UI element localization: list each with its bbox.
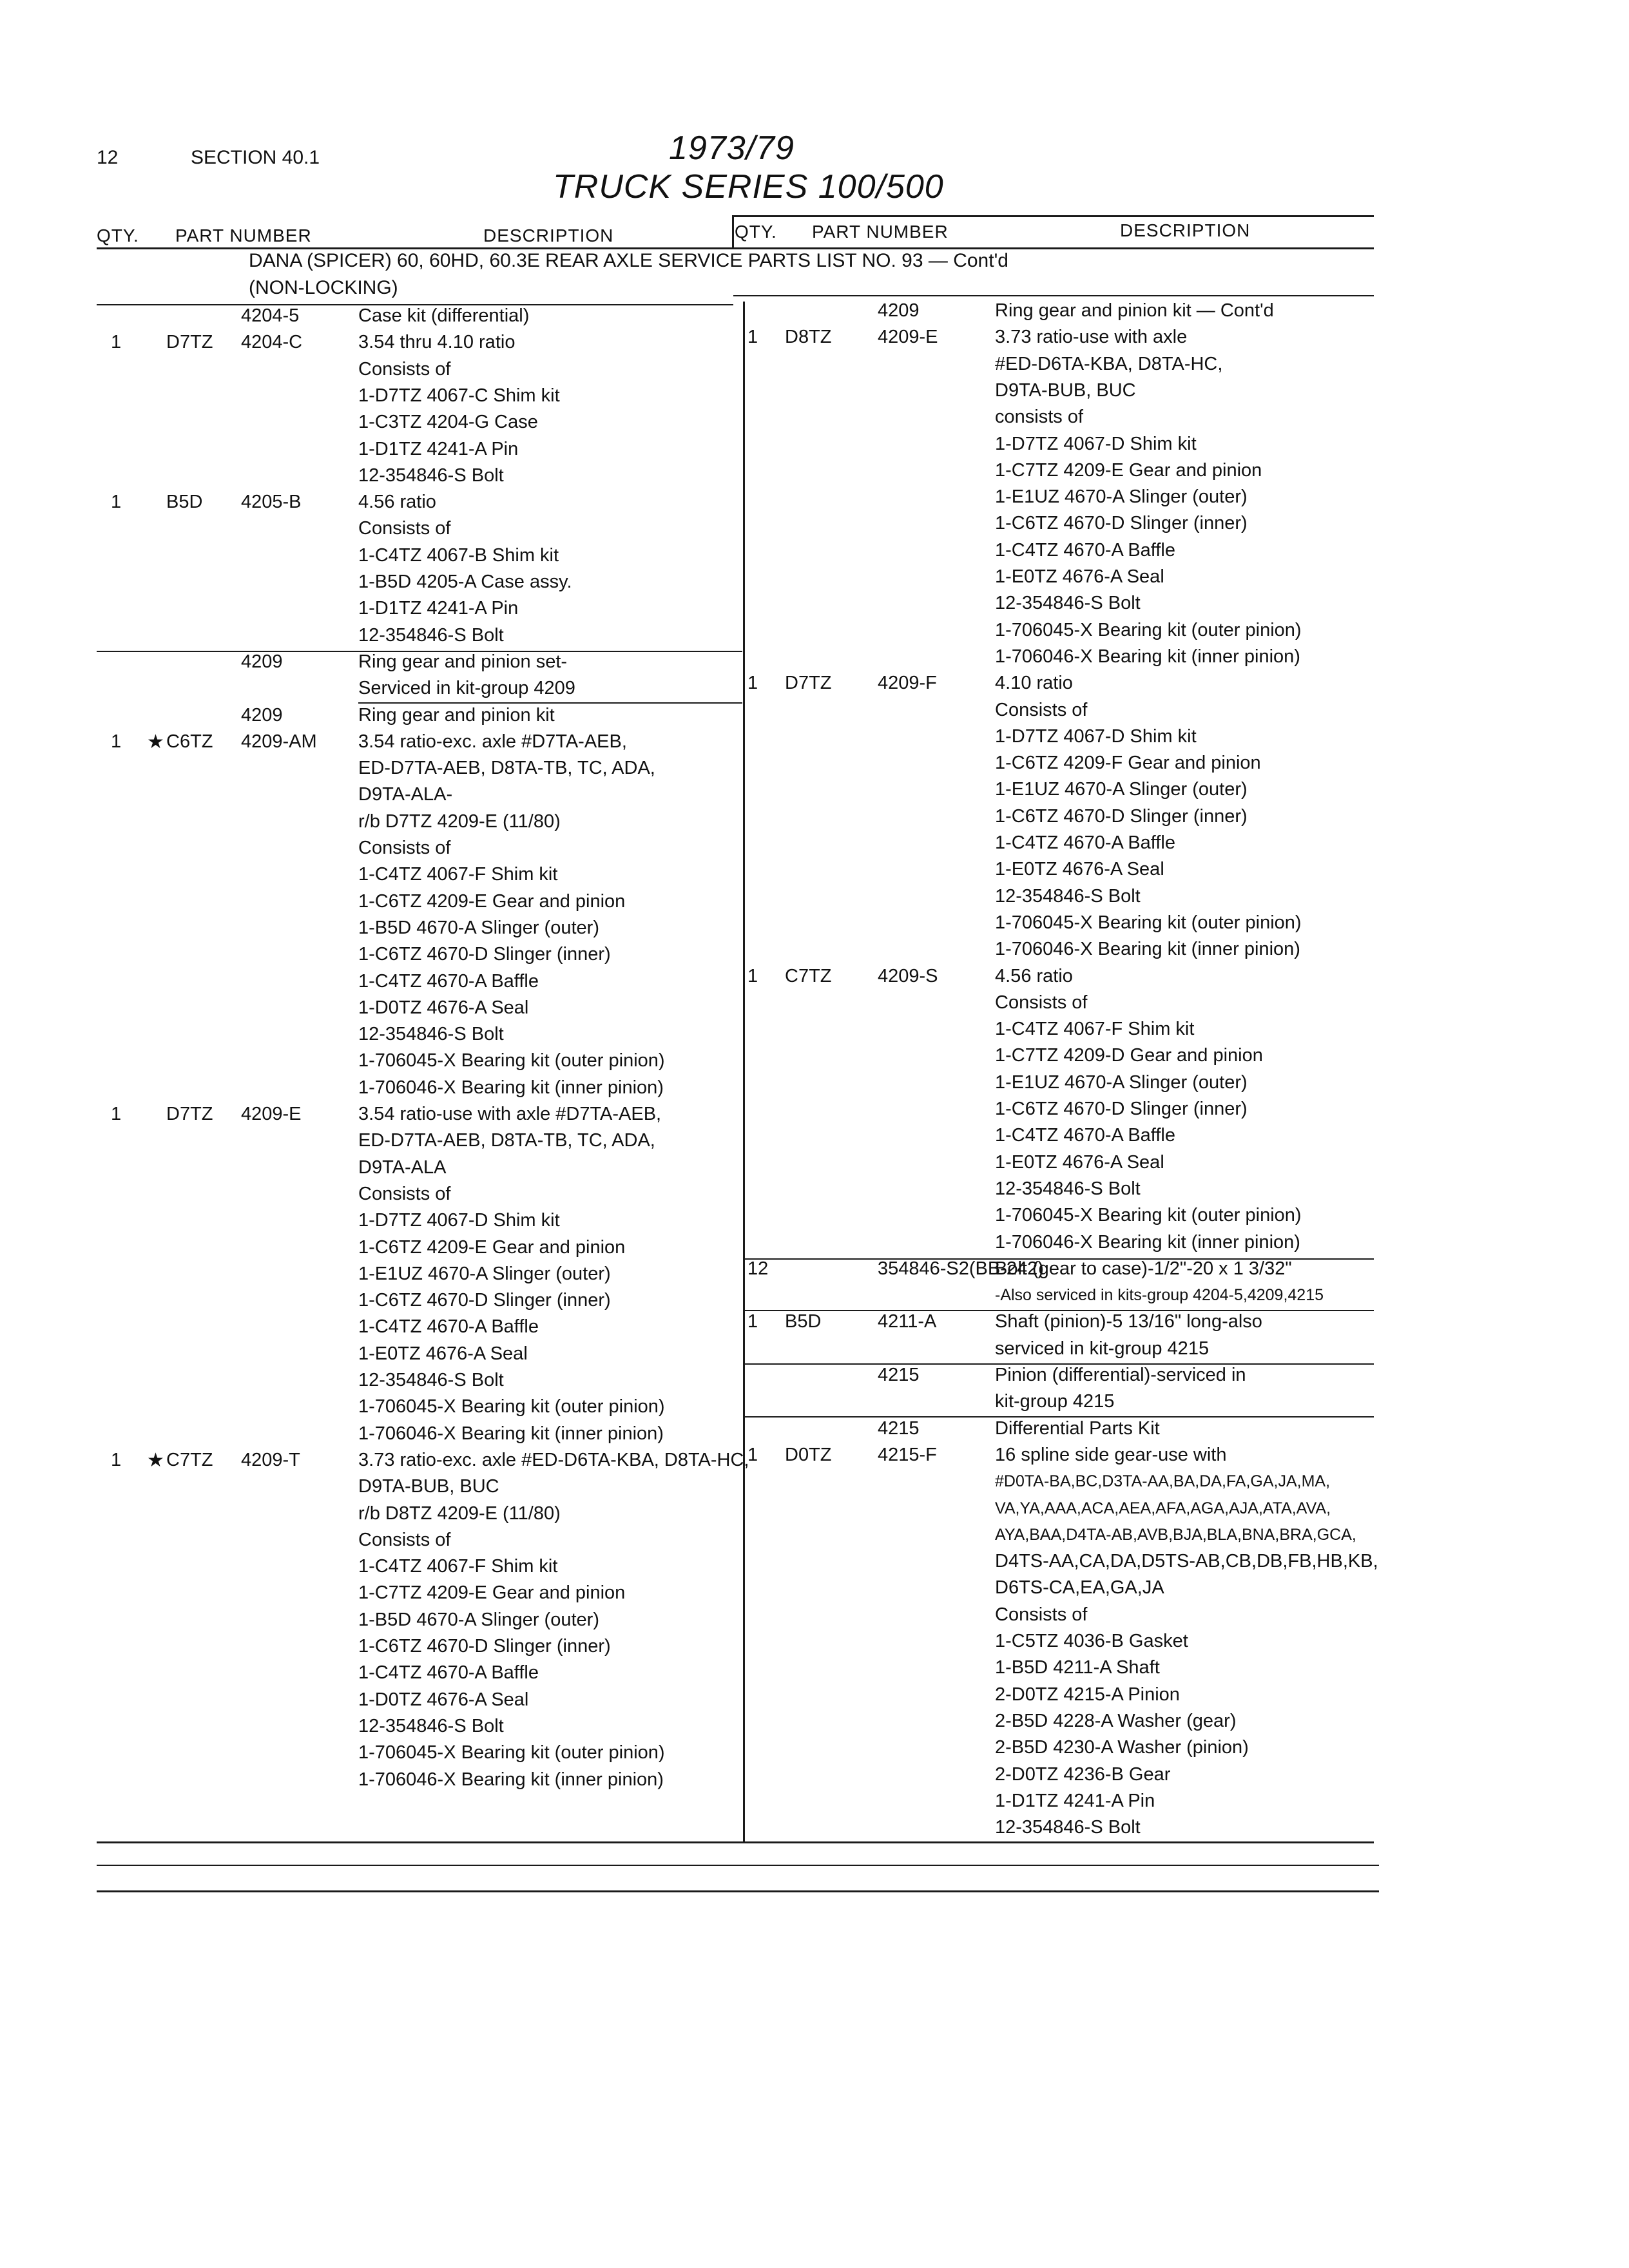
footer-rule-3 xyxy=(97,1890,1379,1892)
qty-cell: 1 xyxy=(747,1311,758,1332)
description-cell: 1-706046-X Bearing kit (inner pinion) xyxy=(995,939,1300,960)
description-cell: 1-C6TZ 4209-E Gear and pinion xyxy=(358,890,626,912)
parts-row xyxy=(0,484,1373,510)
description-cell: 16 spline side gear-use with xyxy=(995,1444,1227,1465)
description-cell: 1-E1UZ 4670-A Slinger (outer) xyxy=(995,1072,1248,1093)
description-cell: 1-D1TZ 4241-A Pin xyxy=(358,598,519,619)
parts-row xyxy=(0,724,1373,750)
description-cell: serviced in kit-group 4215 xyxy=(995,1338,1210,1359)
description-cell: 1-C4TZ 4670-A Baffle xyxy=(995,539,1175,561)
description-cell: Consists of xyxy=(995,1604,1088,1625)
title-years: 1973/79 xyxy=(669,130,795,167)
qty-cell: 1 xyxy=(111,1449,122,1470)
parts-row xyxy=(0,1282,1373,1309)
description-cell: 1-706046-X Bearing kit (inner pinion) xyxy=(358,1077,664,1098)
part-basic-cell: 4204-5 xyxy=(241,305,300,326)
description-cell: 1-D0TZ 4676-A Seal xyxy=(358,1689,529,1710)
parts-row xyxy=(0,298,1373,324)
description-cell: r/b D8TZ 4209-E (11/80) xyxy=(358,1503,561,1524)
parts-row xyxy=(0,1309,1373,1335)
header-rule xyxy=(97,247,1374,249)
description-cell: #ED-D6TA-KBA, D8TA-HC, xyxy=(995,353,1223,374)
description-cell: 1-B5D 4670-A Slinger (outer) xyxy=(358,917,599,938)
parts-row xyxy=(0,378,1373,404)
parts-row xyxy=(0,963,1373,990)
description-cell: #D0TA-BA,BC,D3TA-AA,BA,DA,FA,GA,JA,MA, xyxy=(995,1472,1331,1491)
description-cell: D9TA-BUB, BUC xyxy=(358,1476,499,1497)
description-cell: Differential Parts Kit xyxy=(995,1418,1160,1439)
description-cell: 1-E0TZ 4676-A Seal xyxy=(995,1151,1164,1173)
description-cell: 1-D7TZ 4067-D Shim kit xyxy=(995,726,1197,747)
description-cell: 1-706045-X Bearing kit (outer pinion) xyxy=(358,1742,665,1763)
parts-row xyxy=(0,1416,1373,1442)
part-prefix-cell: B5D xyxy=(785,1311,822,1332)
col-qty-left: QTY. xyxy=(97,226,139,245)
description-cell: 12-354846-S Bolt xyxy=(358,624,504,646)
description-cell: 1-C4TZ 4670-A Baffle xyxy=(358,1662,539,1684)
part-basic-cell: 4209 xyxy=(241,704,283,726)
qty-cell: 1 xyxy=(747,1444,758,1465)
description-cell: 1-E1UZ 4670-A Slinger (outer) xyxy=(358,1263,611,1284)
star-icon: ★ xyxy=(147,731,164,753)
description-cell: 4.10 ratio xyxy=(995,673,1073,694)
parts-list-heading-sub: (NON-LOCKING) xyxy=(249,277,398,298)
description-cell: 1-706045-X Bearing kit (outer pinion) xyxy=(995,1205,1302,1226)
part-basic-cell: 4209-E xyxy=(241,1104,302,1124)
parts-row xyxy=(0,1655,1373,1681)
description-cell: 1-C4TZ 4067-B Shim kit xyxy=(358,544,559,566)
description-cell: D6TS-CA,EA,GA,JA xyxy=(995,1577,1164,1599)
description-cell: 1-706046-X Bearing kit (inner pinion) xyxy=(358,1769,664,1790)
description-cell: 12-354846-S Bolt xyxy=(358,1024,504,1045)
part-prefix-cell: D7TZ xyxy=(166,332,213,353)
parts-row xyxy=(0,830,1373,856)
parts-row xyxy=(0,1814,1373,1841)
parts-row xyxy=(0,537,1373,564)
part-basic-cell: 4209-E xyxy=(878,327,938,348)
part-basic-cell: 4205-B xyxy=(241,492,302,513)
description-cell: 3.54 thru 4.10 ratio xyxy=(358,332,516,353)
description-cell: AYA,BAA,D4TA-AB,AVB,BJA,BLA,BNA,BRA,GCA, xyxy=(995,1525,1356,1544)
parts-row xyxy=(0,1176,1373,1202)
description-cell: 1-C6TZ 4670-D Slinger (inner) xyxy=(995,1099,1248,1119)
description-cell: Shaft (pinion)-5 13/16" long-also xyxy=(995,1311,1262,1332)
description-cell: 1-D7TZ 4067-C Shim kit xyxy=(358,385,560,406)
description-cell: Consists of xyxy=(995,992,1088,1013)
part-basic-cell: 354846-S2(BB-242) xyxy=(878,1258,1044,1279)
description-cell: 1-E0TZ 4676-A Seal xyxy=(995,566,1164,587)
parts-row xyxy=(0,1149,1373,1176)
parts-row xyxy=(0,1548,1378,1575)
parts-row xyxy=(0,883,1373,910)
description-cell: 4.56 ratio xyxy=(358,492,436,513)
parts-row xyxy=(0,1522,1373,1548)
description-cell: VA,YA,AAA,ACA,AEA,AFA,AGA,AJA,ATA,AVA, xyxy=(995,1499,1331,1517)
title-series: TRUCK SERIES 100/500 xyxy=(553,168,944,206)
parts-row xyxy=(0,1442,1373,1468)
parts-row xyxy=(0,1389,1373,1415)
description-cell: Serviced in kit-group 4209 xyxy=(358,678,575,699)
parts-row xyxy=(0,1256,1373,1282)
description-cell: 12-354846-S Bolt xyxy=(995,885,1141,907)
description-cell: 1-D1TZ 4241-A Pin xyxy=(995,1790,1155,1811)
parts-row xyxy=(0,1762,1373,1788)
col-part-right: PART NUMBER xyxy=(812,222,949,242)
part-prefix-cell: C7TZ xyxy=(785,965,832,986)
parts-list-heading: DANA (SPICER) 60, 60HD, 60.3E REAR AXLE SERVICE PARTS LIST NO. 93 — Cont'd xyxy=(249,250,1008,271)
parts-row xyxy=(0,910,1373,936)
description-cell: 1-C6TZ 4670-D Slinger (inner) xyxy=(358,1636,611,1657)
part-prefix-cell: D7TZ xyxy=(166,1104,213,1124)
description-cell: Consists of xyxy=(358,358,451,380)
col-part-left: PART NUMBER xyxy=(175,226,312,245)
description-cell: 1-706046-X Bearing kit (inner pinion) xyxy=(358,1423,664,1444)
description-cell: 1-C7TZ 4209-E Gear and pinion xyxy=(358,1582,626,1604)
parts-row xyxy=(0,1495,1373,1522)
description-cell: 1-C4TZ 4670-A Baffle xyxy=(995,832,1175,853)
description-cell: 1-706045-X Bearing kit (outer pinion) xyxy=(358,1396,665,1418)
description-cell: 2-B5D 4228-A Washer (gear) xyxy=(995,1710,1237,1731)
part-basic-cell: 4209 xyxy=(241,651,283,672)
description-cell: 1-C6TZ 4209-F Gear and pinion xyxy=(995,753,1261,774)
part-basic-cell: 4215 xyxy=(878,1418,920,1439)
description-cell: 1-B5D 4205-A Case assy. xyxy=(358,572,572,592)
description-cell: 1-B5D 4211-A Shaft xyxy=(995,1657,1160,1678)
parts-row xyxy=(0,1708,1373,1735)
part-basic-cell: 4204-C xyxy=(241,332,303,353)
description-cell: 1-C4TZ 4067-F Shim kit xyxy=(358,1556,558,1577)
description-cell: 1-E0TZ 4676-A Seal xyxy=(995,859,1164,880)
description-cell: 1-706045-X Bearing kit (outer pinion) xyxy=(995,912,1302,933)
description-cell: 12-354846-S Bolt xyxy=(358,1370,504,1390)
part-basic-cell: 4209-F xyxy=(878,673,937,694)
parts-row xyxy=(0,404,1373,430)
qty-cell: 1 xyxy=(747,327,758,348)
description-cell: 1-D1TZ 4241-A Pin xyxy=(358,438,519,459)
parts-row xyxy=(0,1016,1373,1043)
description-cell: D4TS-AA,CA,DA,D5TS-AB,CB,DB,FB,HB,KB, xyxy=(995,1551,1378,1572)
subheading-rule-right xyxy=(733,295,1374,296)
description-cell: D9TA-ALA xyxy=(358,1157,447,1178)
header-divider xyxy=(732,215,734,249)
description-cell: D9TA-ALA- xyxy=(358,784,453,805)
description-cell: ED-D7TA-AEB, D8TA-TB, TC, ADA, xyxy=(358,1130,655,1151)
parts-row xyxy=(0,510,1373,537)
description-cell: 1-C6TZ 4209-E Gear and pinion xyxy=(358,1236,626,1258)
description-cell: Ring gear and pinion set- xyxy=(358,651,568,672)
description-cell: Consists of xyxy=(358,518,451,539)
description-cell: Case kit (differential) xyxy=(358,305,530,326)
parts-row xyxy=(0,1468,1373,1495)
parts-row xyxy=(0,1575,1373,1601)
qty-cell: 1 xyxy=(111,492,122,513)
description-cell: 1-706045-X Bearing kit (outer pinion) xyxy=(995,619,1302,640)
description-cell: 1-D0TZ 4676-A Seal xyxy=(358,997,529,1018)
description-cell: r/b D7TZ 4209-E (11/80) xyxy=(358,811,561,832)
part-prefix-cell: B5D xyxy=(166,492,203,513)
description-cell: Bolt (gear to case)-1/2"-20 x 1 3/32" xyxy=(995,1258,1292,1279)
parts-row xyxy=(0,1682,1373,1708)
parts-row xyxy=(0,1362,1373,1389)
parts-row xyxy=(0,803,1373,830)
parts-row xyxy=(0,1202,1373,1229)
description-cell: 3.73 ratio-exc. axle #ED-D6TA-KBA, D8TA-HC, xyxy=(358,1449,749,1470)
description-cell: Pinion (differential)-serviced in xyxy=(995,1365,1246,1385)
description-cell: kit-group 4215 xyxy=(995,1391,1115,1412)
parts-row xyxy=(0,457,1373,484)
description-cell: 12-354846-S Bolt xyxy=(995,1817,1141,1838)
description-cell: 1-C4TZ 4670-A Baffle xyxy=(995,1125,1175,1146)
qty-cell: 1 xyxy=(111,731,122,752)
description-cell: 1-E1UZ 4670-A Slinger (outer) xyxy=(995,779,1248,800)
qty-cell: 1 xyxy=(111,1104,122,1124)
parts-row xyxy=(0,697,1373,724)
description-cell: 1-C6TZ 4670-D Slinger (inner) xyxy=(358,944,611,965)
description-cell: 1-D7TZ 4067-D Shim kit xyxy=(995,433,1197,454)
description-cell: 2-D0TZ 4215-A Pinion xyxy=(995,1684,1180,1705)
parts-row xyxy=(0,936,1373,963)
part-basic-cell: 4209-T xyxy=(241,1449,300,1470)
description-cell: 12-354846-S Bolt xyxy=(995,1178,1141,1199)
part-prefix-cell: C7TZ xyxy=(166,1449,213,1470)
parts-row xyxy=(0,617,1373,644)
parts-row xyxy=(0,1735,1373,1761)
description-cell: 1-C5TZ 4036-B Gasket xyxy=(995,1631,1188,1651)
parts-row xyxy=(0,1336,1373,1362)
footer-rule-2 xyxy=(97,1865,1379,1866)
part-basic-cell: 4215-F xyxy=(878,1444,937,1465)
description-cell: Consists of xyxy=(995,699,1088,720)
parts-row xyxy=(0,776,1373,803)
parts-row xyxy=(0,1628,1373,1655)
description-cell: 4.56 ratio xyxy=(995,965,1073,986)
description-cell: 1-C3TZ 4204-G Case xyxy=(358,412,538,433)
description-cell: ED-D7TA-AEB, D8TA-TB, TC, ADA, xyxy=(358,758,655,779)
parts-row xyxy=(0,564,1373,590)
parts-row xyxy=(0,990,1373,1016)
col-qty-right: QTY. xyxy=(735,222,777,242)
description-cell: Consists of xyxy=(358,1529,451,1550)
qty-cell: 1 xyxy=(747,965,758,986)
parts-row xyxy=(0,324,1373,351)
parts-row xyxy=(0,750,1373,776)
description-cell: 1-C7TZ 4209-E Gear and pinion xyxy=(995,459,1262,481)
description-cell: 1-706046-X Bearing kit (inner pinion) xyxy=(995,646,1300,667)
description-cell: Consists of xyxy=(358,838,451,858)
parts-row xyxy=(0,1229,1373,1256)
part-prefix-cell: D0TZ xyxy=(785,1444,832,1465)
parts-row xyxy=(0,1043,1373,1069)
description-cell: 1-C7TZ 4209-D Gear and pinion xyxy=(995,1045,1263,1066)
description-cell: 1-C4TZ 4067-F Shim kit xyxy=(358,864,558,885)
description-cell: 12-354846-S Bolt xyxy=(995,593,1141,614)
part-basic-cell: 4209 xyxy=(878,300,920,321)
parts-row xyxy=(0,644,1373,670)
qty-cell: 12 xyxy=(747,1258,769,1279)
description-cell: 1-C4TZ 4670-A Baffle xyxy=(358,970,539,992)
description-cell: 2-D0TZ 4236-B Gear xyxy=(995,1763,1171,1785)
part-prefix-cell: D8TZ xyxy=(785,327,832,348)
parts-row xyxy=(0,1788,1373,1814)
description-cell: 2-B5D 4230-A Washer (pinion) xyxy=(995,1737,1249,1758)
description-cell: 1-C6TZ 4670-D Slinger (inner) xyxy=(995,805,1248,827)
parts-row xyxy=(0,1070,1373,1096)
parts-row xyxy=(0,431,1373,457)
description-cell: 3.54 ratio-use with axle #D7TA-AEB, xyxy=(358,1104,662,1124)
parts-row xyxy=(0,1602,1373,1628)
section-label: SECTION 40.1 xyxy=(191,147,320,168)
parts-row xyxy=(0,670,1373,697)
description-cell: 3.73 ratio-use with axle xyxy=(995,327,1188,348)
description-cell: 1-C6TZ 4670-D Slinger (inner) xyxy=(358,1290,611,1311)
header-rule-top xyxy=(733,215,1374,217)
footer-rule-1 xyxy=(97,1841,1374,1843)
part-basic-cell: 4209-S xyxy=(878,965,938,986)
description-cell: 1-706046-X Bearing kit (inner pinion) xyxy=(995,1231,1300,1253)
part-prefix-cell: D7TZ xyxy=(785,673,832,694)
description-cell: consists of xyxy=(995,407,1083,428)
col-desc-left: DESCRIPTION xyxy=(483,226,614,245)
description-cell: 1-706045-X Bearing kit (outer pinion) xyxy=(358,1050,665,1072)
description-cell: D9TA-BUB, BUC xyxy=(995,380,1136,401)
description-cell: 3.54 ratio-exc. axle #D7TA-AEB, xyxy=(358,731,627,752)
qty-cell: 1 xyxy=(747,673,758,694)
description-cell: 12-354846-S Bolt xyxy=(358,465,504,486)
description-cell: 1-E0TZ 4676-A Seal xyxy=(358,1343,528,1364)
page-number: 12 xyxy=(97,147,119,168)
parts-row xyxy=(0,1096,1373,1122)
description-cell: 1-C4TZ 4670-A Baffle xyxy=(358,1316,539,1338)
part-basic-cell: 4215 xyxy=(878,1365,920,1385)
description-cell: -Also serviced in kits-group 4204-5,4209,4215 xyxy=(995,1286,1324,1305)
description-cell: 1-C6TZ 4670-D Slinger (inner) xyxy=(995,513,1248,534)
parts-row xyxy=(0,1122,1373,1149)
part-basic-cell: 4211-A xyxy=(878,1311,937,1332)
parts-row xyxy=(0,856,1373,883)
description-cell: Consists of xyxy=(358,1183,451,1204)
parts-row xyxy=(0,351,1373,378)
description-cell: 1-D7TZ 4067-D Shim kit xyxy=(358,1210,560,1231)
description-cell: 1-C4TZ 4067-F Shim kit xyxy=(995,1019,1195,1040)
description-cell: Ring gear and pinion kit xyxy=(358,704,555,726)
part-basic-cell: 4209-AM xyxy=(241,731,317,752)
description-cell: 12-354846-S Bolt xyxy=(358,1715,504,1736)
col-desc-right: DESCRIPTION xyxy=(1120,220,1251,240)
part-prefix-cell: C6TZ xyxy=(166,731,213,752)
star-icon: ★ xyxy=(147,1449,164,1471)
description-cell: Ring gear and pinion kit — Cont'd xyxy=(995,300,1274,321)
parts-row xyxy=(0,590,1373,617)
description-cell: 1-B5D 4670-A Slinger (outer) xyxy=(358,1609,599,1630)
description-cell: 1-E1UZ 4670-A Slinger (outer) xyxy=(995,486,1248,508)
qty-cell: 1 xyxy=(111,332,122,353)
